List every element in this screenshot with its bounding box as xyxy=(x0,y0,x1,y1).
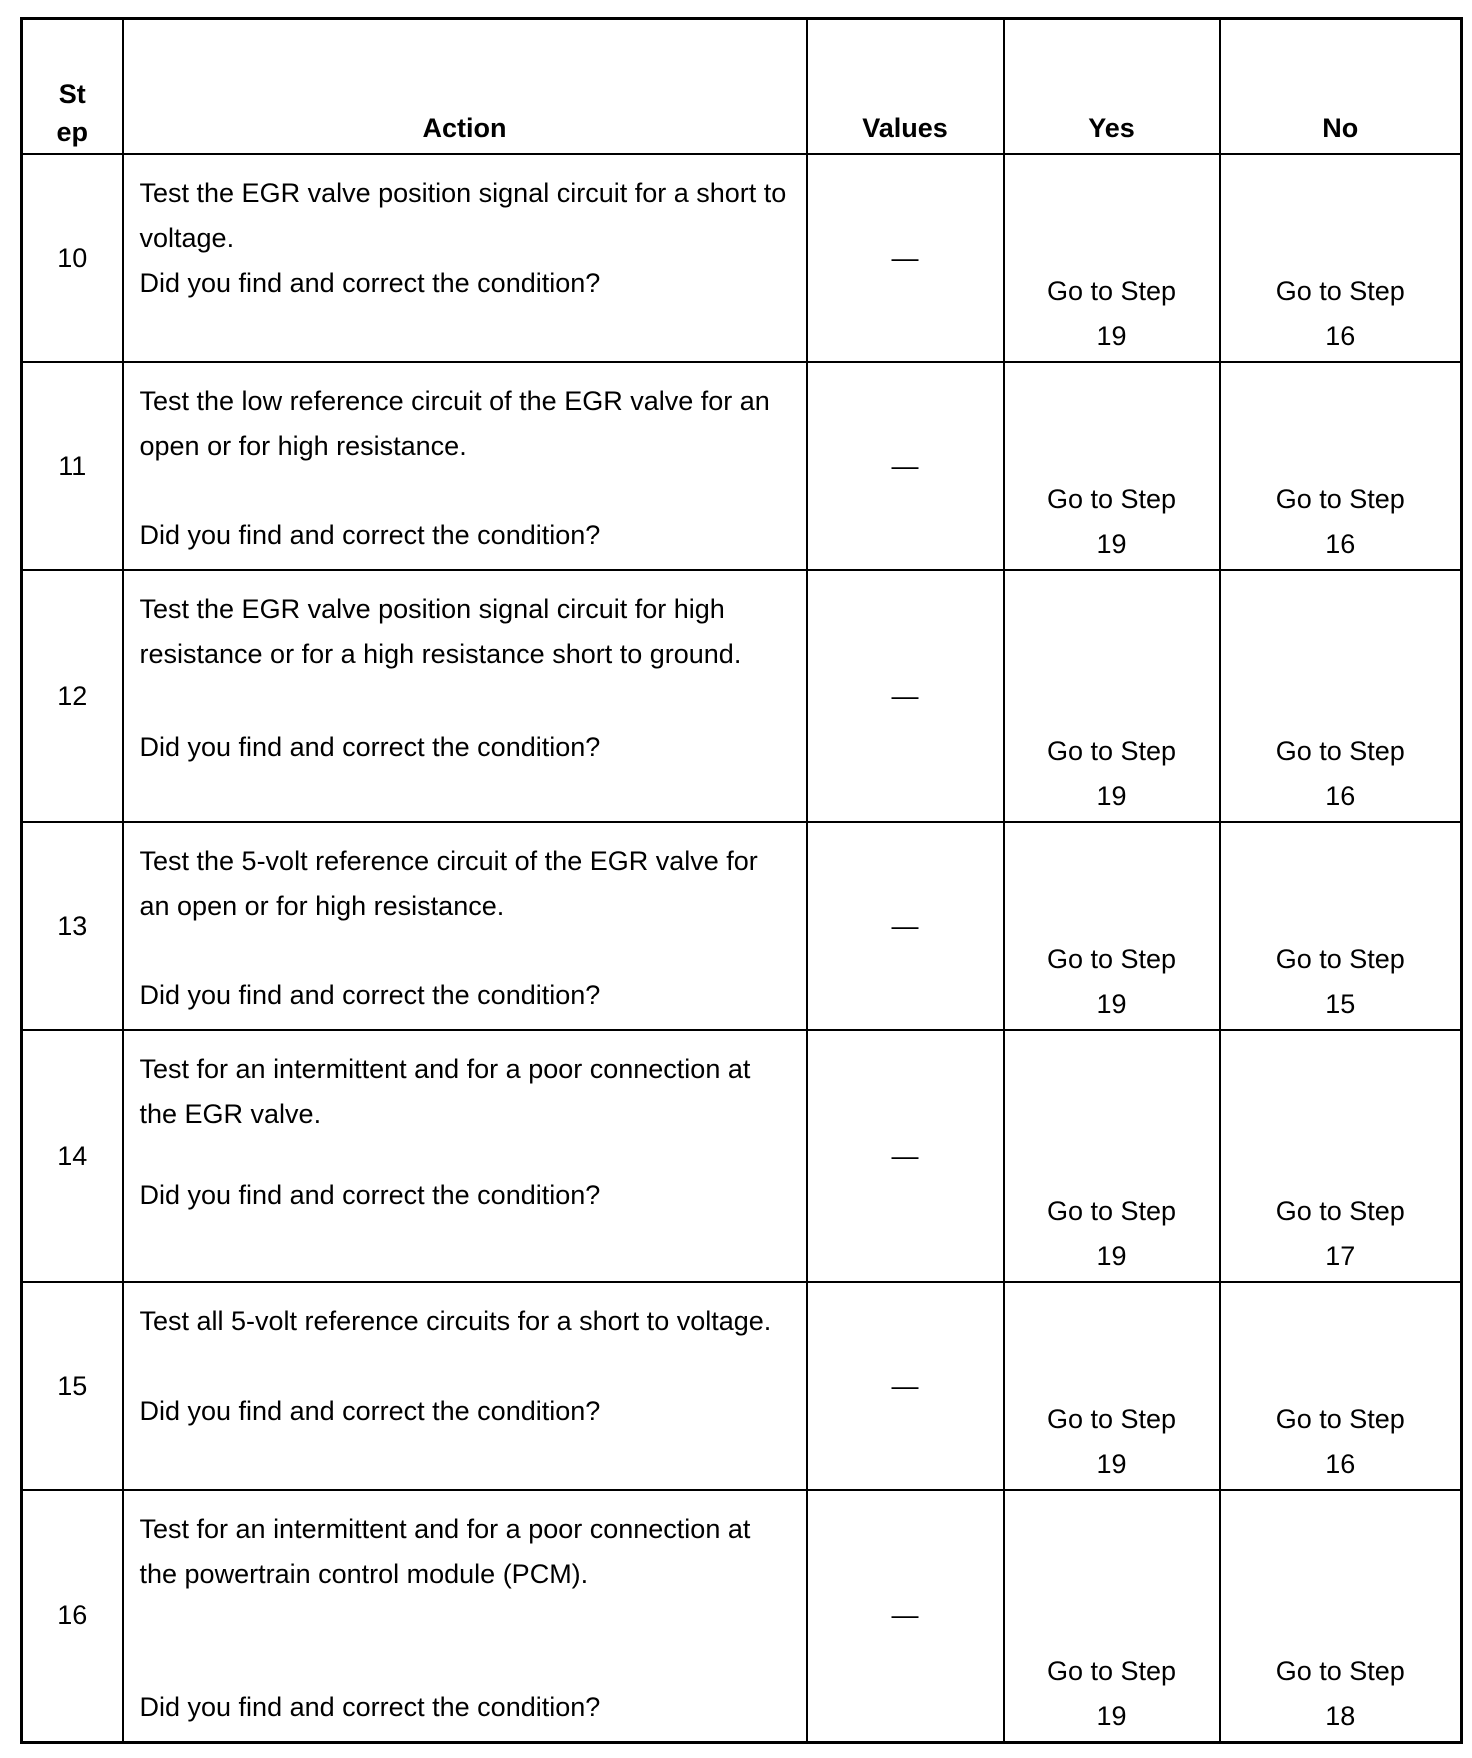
table-row xyxy=(22,1282,1462,1490)
value-cell: — xyxy=(807,362,1004,570)
value-cell: — xyxy=(807,1030,1004,1282)
yes-cell xyxy=(1004,1490,1220,1742)
action-text: Test the EGR valve position signal circuit for a short to voltage. xyxy=(139,178,787,253)
action-question: Did you find and correct the condition? xyxy=(139,1396,601,1426)
action-text: Test the low reference circuit of the EGR valve for an open or for high resistance. xyxy=(139,386,770,461)
action-text: Test all 5-volt reference circuits for a short to voltage. xyxy=(139,1306,772,1336)
step-number: 16 xyxy=(22,1490,123,1742)
action-text: Test the EGR valve position signal circuit for high resistance or for a high resistance short to ground. xyxy=(139,594,742,669)
yes-label: Go to Step xyxy=(1046,1404,1177,1434)
no-label: Go to Step xyxy=(1275,276,1405,306)
yes-step: 19 xyxy=(1096,1449,1127,1479)
yes-step: 19 xyxy=(1096,1700,1127,1731)
step-number: 10 xyxy=(22,154,123,362)
no-label: Go to Step xyxy=(1275,1196,1405,1226)
yes-cell xyxy=(1004,362,1220,570)
value-cell: — xyxy=(807,154,1004,362)
no-step: 15 xyxy=(1325,989,1356,1019)
no-label: Go to Step xyxy=(1275,736,1405,766)
action-text: Test for an intermittent and for a poor connection at the powertrain control module (PCM). xyxy=(139,1514,751,1589)
table-row xyxy=(22,1030,1462,1282)
no-label: Go to Step xyxy=(1275,1655,1405,1686)
action-text: Test for an intermittent and for a poor connection at the EGR valve. xyxy=(139,1054,751,1129)
table-row xyxy=(22,822,1462,1030)
no-cell xyxy=(1220,1490,1462,1742)
value-cell: — xyxy=(807,570,1004,822)
step-number: 14 xyxy=(22,1030,123,1282)
yes-label: Go to Step xyxy=(1046,944,1177,974)
action-cell xyxy=(123,1490,807,1742)
header-step xyxy=(22,19,123,155)
action-question: Did you find and correct the condition? xyxy=(139,1180,601,1210)
step-number: 15 xyxy=(22,1282,123,1490)
yes-cell xyxy=(1004,1282,1220,1490)
step-number: 11 xyxy=(22,362,123,570)
action-question: Did you find and correct the condition? xyxy=(139,1692,601,1722)
step-number: 13 xyxy=(22,822,123,1030)
action-cell xyxy=(123,1030,807,1282)
action-question: Did you find and correct the condition? xyxy=(139,732,601,762)
no-label: Go to Step xyxy=(1275,944,1405,974)
action-question: Did you find and correct the condition? xyxy=(139,268,601,298)
table-row xyxy=(22,570,1462,822)
yes-cell xyxy=(1004,822,1220,1030)
yes-step: 19 xyxy=(1096,781,1127,811)
header-values: Values xyxy=(807,19,1004,155)
no-step: 16 xyxy=(1325,1449,1356,1479)
yes-label: Go to Step xyxy=(1046,736,1177,766)
yes-step: 19 xyxy=(1096,529,1127,559)
action-cell xyxy=(123,822,807,1030)
header-no: No xyxy=(1220,19,1462,155)
no-cell xyxy=(1220,570,1462,822)
no-cell xyxy=(1220,154,1462,362)
yes-label: Go to Step xyxy=(1046,1196,1177,1226)
action-cell xyxy=(123,362,807,570)
no-step: 16 xyxy=(1325,321,1356,351)
no-step: 17 xyxy=(1325,1241,1356,1271)
table-row xyxy=(22,362,1462,570)
yes-step: 19 xyxy=(1096,321,1127,351)
action-cell xyxy=(123,1282,807,1490)
no-cell xyxy=(1220,1282,1462,1490)
yes-label: Go to Step xyxy=(1046,276,1177,306)
yes-step: 19 xyxy=(1096,1241,1127,1271)
no-step: 16 xyxy=(1325,781,1356,811)
no-cell xyxy=(1220,1030,1462,1282)
no-step: 18 xyxy=(1325,1700,1356,1731)
no-cell xyxy=(1220,362,1462,570)
header-step-line2: ep xyxy=(56,117,88,147)
table-header-row xyxy=(22,19,1462,155)
no-label: Go to Step xyxy=(1275,484,1405,514)
action-question: Did you find and correct the condition? xyxy=(139,980,601,1010)
table-row xyxy=(22,154,1462,362)
value-cell: — xyxy=(807,1282,1004,1490)
yes-cell xyxy=(1004,1030,1220,1282)
action-question: Did you find and correct the condition? xyxy=(139,520,601,550)
yes-label: Go to Step xyxy=(1046,484,1177,514)
value-cell: — xyxy=(807,1490,1004,1742)
action-text: Test the 5-volt reference circuit of the EGR valve for an open or for high resistance. xyxy=(139,846,758,921)
no-step: 16 xyxy=(1325,529,1356,559)
no-label: Go to Step xyxy=(1275,1404,1405,1434)
header-action: Action xyxy=(123,19,807,155)
yes-step: 19 xyxy=(1096,989,1127,1019)
header-step-line1: St xyxy=(58,79,86,109)
action-cell xyxy=(123,154,807,362)
action-cell xyxy=(123,570,807,822)
yes-cell xyxy=(1004,154,1220,362)
diagnostic-procedure-table xyxy=(20,17,1463,1744)
no-cell xyxy=(1220,822,1462,1030)
yes-cell xyxy=(1004,570,1220,822)
header-yes: Yes xyxy=(1004,19,1220,155)
step-number: 12 xyxy=(22,570,123,822)
value-cell: — xyxy=(807,822,1004,1030)
yes-label: Go to Step xyxy=(1046,1655,1177,1686)
table-row xyxy=(22,1490,1462,1742)
